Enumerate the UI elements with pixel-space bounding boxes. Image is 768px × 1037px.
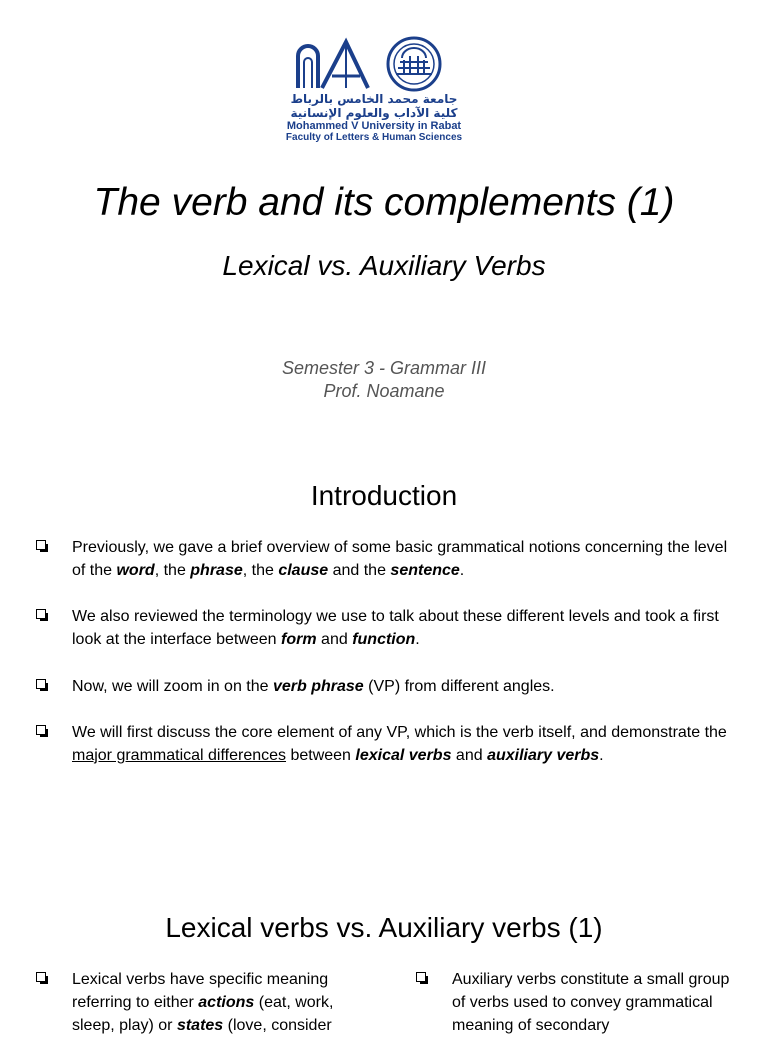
- emphasis-term: word: [116, 562, 155, 579]
- emphasis-term: clause: [278, 562, 329, 579]
- bullet-text: [72, 968, 362, 1037]
- text-run: and: [451, 747, 488, 764]
- page-subtitle: Lexical vs. Auxiliary Verbs: [222, 250, 546, 281]
- logo-arabic-text: [264, 92, 484, 120]
- text-run: .: [415, 631, 420, 648]
- course-meta: [0, 357, 768, 403]
- introduction-heading: Introduction: [310, 480, 458, 511]
- page-title: The verb and its complements (1): [93, 181, 675, 224]
- logo-university-name: Mohammed V University in Rabat: [286, 120, 462, 132]
- course-professor: Prof. Noamane: [323, 381, 445, 401]
- text-run: (VP) from different angles.: [363, 678, 555, 695]
- emphasis-term: phrase: [190, 562, 243, 579]
- text-run: (eat, work, sleep, play) or: [72, 994, 334, 1034]
- bullet-text: [452, 968, 742, 1037]
- emphasis-term: sentence: [390, 562, 460, 579]
- checkbox-bullet-icon: [36, 609, 46, 619]
- bullet-text: [72, 605, 736, 651]
- lexical-section-heading: Lexical verbs vs. Auxiliary verbs (1): [165, 912, 603, 943]
- text-run: Lexical verbs have specific meaning referring to either: [72, 971, 329, 1011]
- checkbox-bullet-icon: [36, 679, 46, 689]
- checkbox-bullet-icon: [36, 725, 46, 735]
- logo-faculty-name: Faculty of Letters & Human Sciences: [285, 132, 463, 143]
- text-run: Previously, we gave a brief overview of some basic grammatical notions concerning the level of the: [72, 539, 728, 579]
- emphasis-term: function: [352, 631, 416, 648]
- emphasis-term: states: [176, 1017, 224, 1034]
- checkbox-bullet-icon: [416, 972, 426, 982]
- course-semester: Semester 3 - Grammar III: [281, 358, 487, 378]
- text-run: .: [599, 747, 604, 764]
- university-logo: [264, 36, 484, 143]
- text-run: We will first discuss the core element of any VP, which is the verb itself, and demonstrate the: [72, 724, 727, 741]
- checkbox-bullet-icon: [36, 540, 46, 550]
- text-run: We also reviewed the terminology we use to talk about these different levels and took a first look at the interface between: [72, 608, 719, 648]
- emphasis-term: actions: [198, 994, 255, 1011]
- logo-arabic-line1: جامعة محمد الخامس بالرباط: [290, 92, 458, 106]
- emphasis-term: verb phrase: [272, 678, 364, 695]
- logo-emblem-icon: [264, 36, 484, 92]
- logo-arabic-line2: كلية الآداب والعلوم الإنسانية: [290, 106, 458, 120]
- text-run: Auxiliary verbs constitute a small group of verbs used to convey grammatical meaning of secondary: [452, 971, 730, 1034]
- bullet-text: [72, 536, 736, 582]
- bullet-text: [72, 675, 736, 698]
- text-run: .: [459, 562, 465, 579]
- underlined-phrase: major grammatical differences: [72, 747, 287, 764]
- text-run: , the: [242, 562, 279, 579]
- emphasis-term: form: [281, 631, 317, 648]
- checkbox-bullet-icon: [36, 972, 46, 982]
- text-run: Now, we will zoom in on the: [72, 678, 273, 695]
- bullet-text: [72, 721, 736, 767]
- text-run: and the: [328, 562, 391, 579]
- emphasis-term: auxiliary verbs: [487, 747, 600, 764]
- emphasis-term: lexical verbs: [355, 747, 452, 764]
- text-run: between: [286, 747, 356, 764]
- text-run: , the: [154, 562, 191, 579]
- text-run: (love, consider: [223, 1017, 332, 1034]
- text-run: and: [316, 631, 353, 648]
